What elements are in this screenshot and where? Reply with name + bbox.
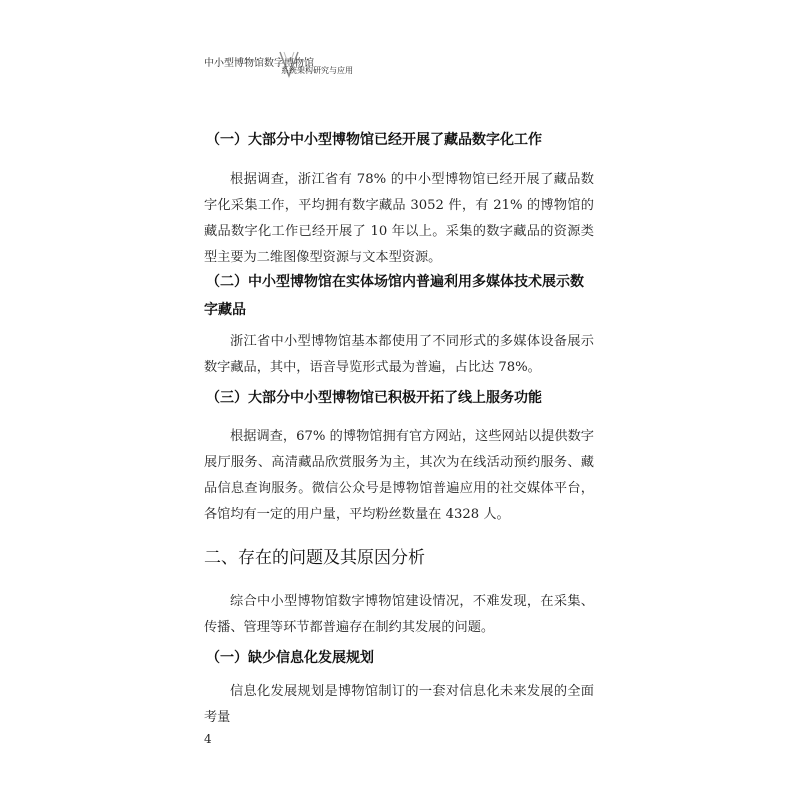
subheading-2-line-1: （二）中小型博物馆在实体场馆内普遍利用多媒体技术展示数 xyxy=(206,274,584,290)
running-header xyxy=(204,50,624,90)
paragraph-1: 根据调查，浙江省有 78% 的中小型博物馆已经开展了藏品数字化采集工作，平均拥有数字藏品 3052 件，有 21% 的博物馆的藏品数字化工作已经开展了 10 年以上。采集的数字藏品的资源类型主要为二维图像型资源与文本型资源。 xyxy=(204,172,594,265)
paragraph-4: 综合中小型博物馆数字博物馆建设情况，不难发现，在采集、传播、管理等环节都普遍存在制约其发展的问题。 xyxy=(204,594,594,635)
running-header-book-title: 中小型博物馆数字博物馆 xyxy=(204,58,314,69)
paragraph-2: 浙江省中小型博物馆基本都使用了不同形式的多媒体设备展示数字藏品，其中，语音导览形式最为普遍，占比达 78%。 xyxy=(204,334,594,375)
subheading-1: （一）大部分中小型博物馆已经开展了藏品数字化工作 xyxy=(206,132,542,148)
subheading-2-line-2: 字藏品 xyxy=(204,302,246,318)
page-number: 4 xyxy=(204,732,212,746)
section-title-2: 二、存在的问题及其原因分析 xyxy=(204,548,425,568)
paragraph-3: 根据调查，67% 的博物馆拥有官方网站，这些网站以提供数字展厅服务、高清藏品欣赏服务为主，其次为在线活动预约服务、藏品信息查询服务。微信公众号是博物馆普遍应用的社交媒体平台，各馆均有一定的用户量，平均粉丝数量在 4328 人。 xyxy=(204,429,594,522)
paragraph-5: 信息化发展规划是博物馆制订的一套对信息化未来发展的全面考量 xyxy=(204,684,594,725)
running-header-subtitle: 系统架构研究与应用 xyxy=(281,66,353,75)
subheading-3: （三）大部分中小型博物馆已积极开拓了线上服务功能 xyxy=(206,390,542,406)
subheading-4: （一）缺少信息化发展规划 xyxy=(206,650,374,666)
